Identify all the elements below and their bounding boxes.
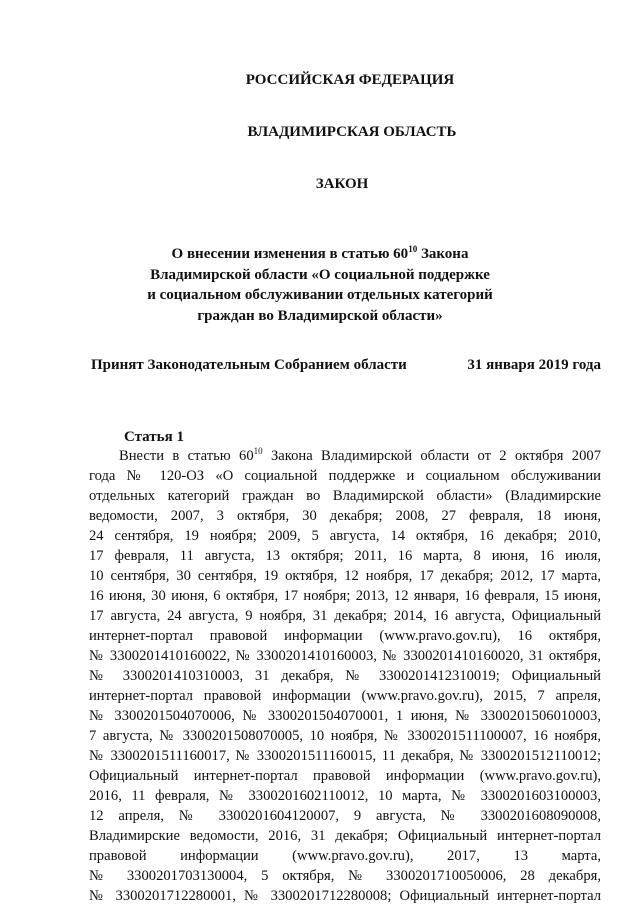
- body-line: 17 февраля, 11 августа, 13 октября; 2011, 16 марта, 8 июня, 16 июля,: [89, 548, 601, 564]
- adoption-line: [91, 357, 601, 374]
- body-line: 16 июня, 30 июня, 6 октября, 17 ноября; 2013, 12 января, 16 февраля, 15 июня,: [89, 588, 601, 604]
- title-line-1-text: О внесении изменения в статью 60: [171, 246, 409, 262]
- body-line: интернет-портал правовой информации (www.pravo.gov.ru), 2015, 7 апреля,: [89, 688, 601, 704]
- law-title: [100, 244, 540, 326]
- body-line: Владимирские ведомости, 2016, 31 декабря; Официальный интернет-портал: [89, 828, 601, 844]
- body-line: 17 августа, 24 августа, 9 ноября, 31 декабря; 2014, 16 августа, Официальный: [89, 608, 601, 624]
- body-line: № 3300201504070006, № 3300201504070001, 1 июня, № 3300201506010003,: [89, 708, 601, 724]
- body-line: 24 сентября, 19 ноября; 2009, 5 августа, 14 октября, 16 декабря; 2010,: [89, 528, 601, 544]
- body-line: интернет-портал правовой информации (www.pravo.gov.ru), 16 октября,: [89, 628, 601, 644]
- body-line: правовой информации (www.pravo.gov.ru), 2017, 13 марта,: [89, 848, 601, 864]
- body-line: № 3300201712280001, № 3300201712280008; Официальный интернет-портал: [89, 888, 601, 904]
- title-line-1: [100, 244, 540, 265]
- body-line: года № 120-ОЗ «О социальной поддержке и социальном обслуживании: [89, 468, 601, 484]
- body-line: 10 сентября, 30 сентября, 19 октября, 12 ноября, 17 декабря; 2012, 17 марта,: [89, 568, 601, 584]
- body-superscript: 10: [253, 446, 263, 457]
- title-line-4: граждан во Владимирской области»: [197, 307, 443, 324]
- title-superscript: 10: [408, 244, 418, 254]
- federation-heading: РОССИЙСКАЯ ФЕДЕРАЦИЯ: [245, 72, 455, 88]
- body-line: [89, 446, 601, 466]
- body-line: № 3300201511160017, № 3300201511160015, 11 декабря, № 3300201512110012;: [89, 748, 601, 764]
- region-heading: ВЛАДИМИРСКАЯ ОБЛАСТЬ: [247, 124, 457, 140]
- article-body: [89, 446, 601, 906]
- title-line-1-tail: Закона: [417, 246, 469, 262]
- body-line: Официальный интернет-портал правовой информации (www.pravo.gov.ru),: [89, 768, 601, 784]
- body-first-tail: Закона Владимирской области от 2 октября 2007: [262, 448, 601, 464]
- title-line-2: Владимирской области «О социальной поддержке: [150, 266, 490, 283]
- body-line: отдельных категорий граждан во Владимирской области» (Владимирские: [89, 488, 601, 504]
- body-line: 12 апреля, № 3300201604120007, 9 августа, № 3300201608090008,: [89, 808, 601, 824]
- article-heading: Статья 1: [124, 429, 184, 445]
- body-line: 7 августа, № 3300201508070005, 10 ноября, № 3300201511100007, 16 ноября,: [89, 728, 601, 744]
- body-line: № 3300201410160022, № 3300201410160003, № 3300201410160020, 31 октября,: [89, 648, 601, 664]
- body-first-text: Внести в статью 60: [119, 448, 254, 464]
- body-line: 2016, 11 февраля, № 3300201602110012, 10 марта, № 3300201603100003,: [89, 788, 601, 804]
- doc-type-heading: ЗАКОН: [315, 176, 369, 192]
- adoption-date: 31 января 2019 года: [467, 357, 601, 373]
- body-line: № 3300201703130004, 5 октября, № 3300201710050006, 28 декабря,: [89, 868, 601, 884]
- body-line: № 3300201410310003, 31 декабря, № 3300201412310019; Официальный: [89, 668, 601, 684]
- title-line-3: и социальном обслуживании отдельных категорий: [147, 287, 493, 303]
- body-line: ведомости, 2007, 3 октября, 30 декабря; 2008, 27 февраля, 18 июня,: [89, 508, 601, 524]
- adopted-by: Принят Законодательным Собранием области: [91, 357, 407, 373]
